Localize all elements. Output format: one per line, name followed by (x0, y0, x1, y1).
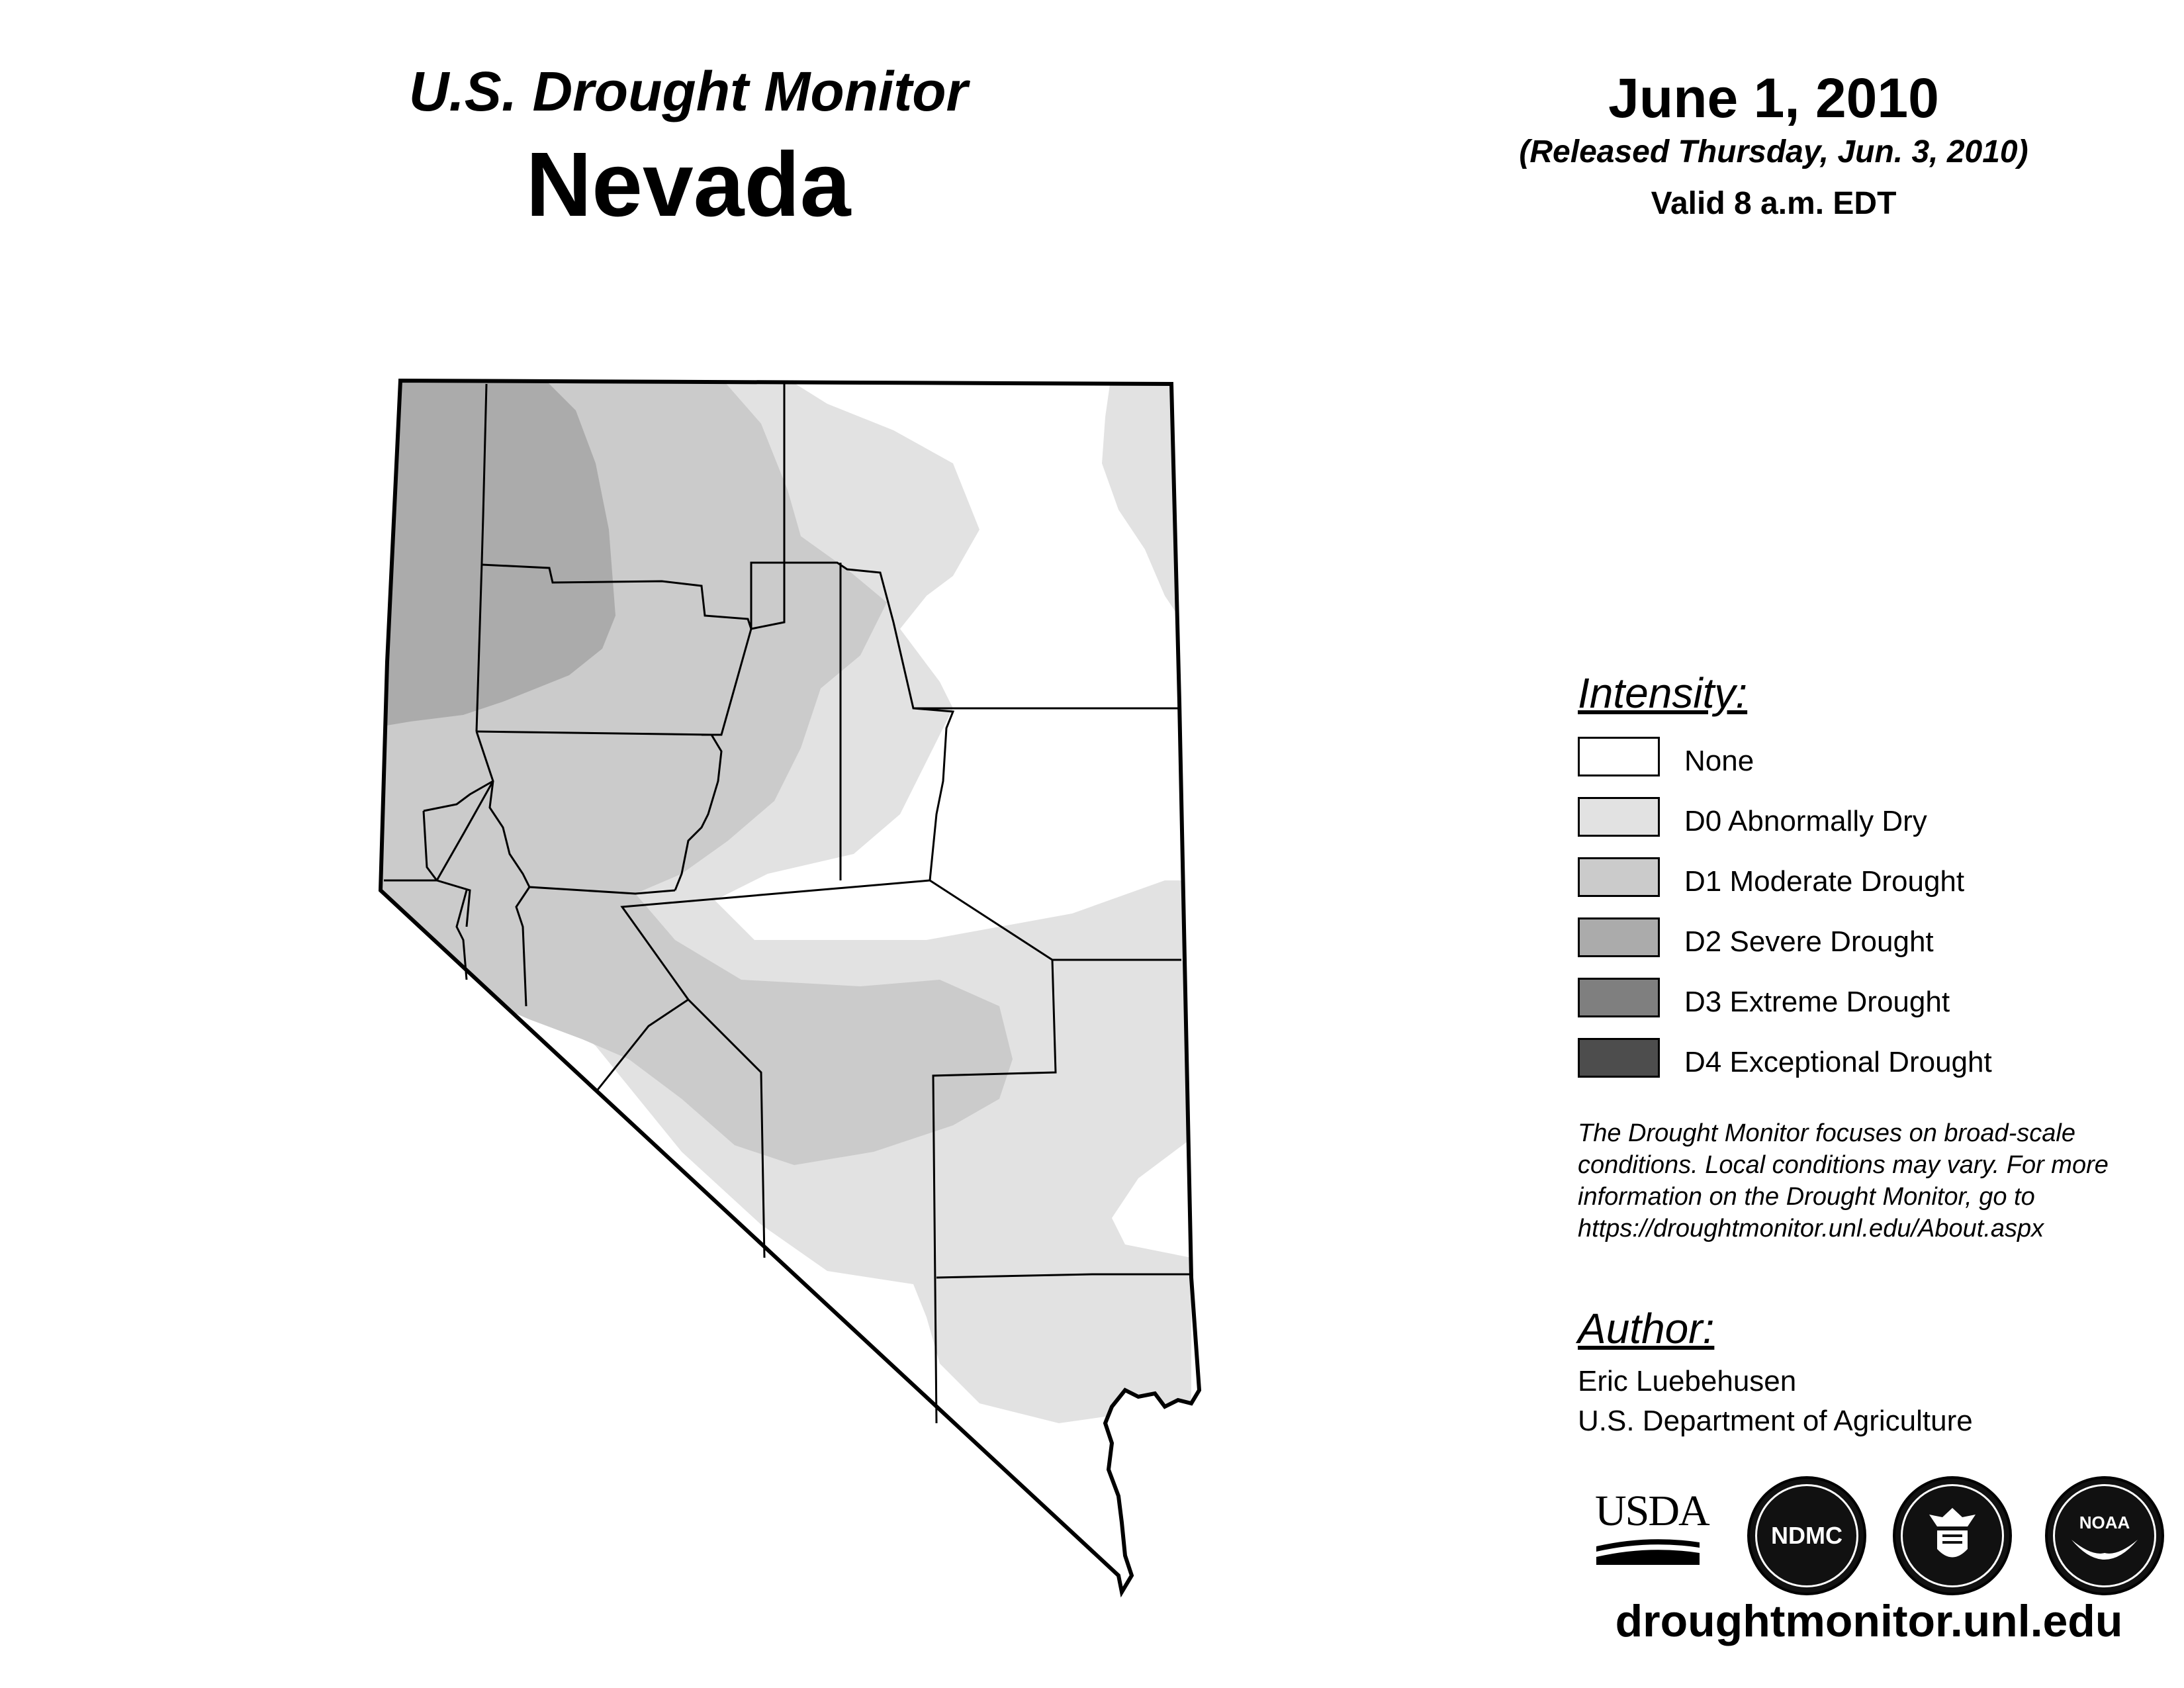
valid-time: Valid 8 a.m. EDT (1651, 186, 1897, 221)
usda-logo (1595, 1487, 1709, 1570)
legend-swatch-d2 (1578, 917, 1660, 957)
ndmc-logo-text: NDMC (1771, 1522, 1843, 1549)
legend-label-d1: D1 Moderate Drought (1684, 865, 1965, 898)
release-date: (Released Thursday, Jun. 3, 2010) (1519, 134, 2028, 169)
legend-swatch-d3 (1578, 978, 1660, 1017)
map-title: U.S. Drought Monitor (408, 60, 968, 122)
note-url[interactable]: https://droughtmonitor.unl.edu/About.aspx (1578, 1215, 2044, 1243)
legend-swatch-none (1578, 737, 1660, 776)
note-line: conditions. Local conditions may vary. For more (1578, 1151, 2109, 1179)
legend-swatch-d1 (1578, 857, 1660, 897)
noaa-seal-icon (2045, 1476, 2164, 1595)
noaa-logo-text: NOAA (2079, 1512, 2130, 1532)
legend-label-d2: D2 Severe Drought (1684, 925, 1934, 958)
state-name: Nevada (525, 134, 851, 236)
note-line: information on the Drought Monitor, go to (1578, 1183, 2035, 1211)
legend-label-d4: D4 Exceptional Drought (1684, 1046, 1992, 1078)
author-title: Author: (1578, 1305, 1715, 1352)
legend-label-d0: D0 Abnormally Dry (1684, 805, 1927, 837)
disclaimer-note (1578, 1117, 2173, 1244)
note-line: The Drought Monitor focuses on broad-scale (1578, 1119, 2075, 1147)
department-of-commerce-seal-icon (1893, 1476, 2012, 1595)
legend-swatch-d4 (1578, 1038, 1660, 1078)
map-date: June 1, 2010 (1608, 67, 1939, 129)
ndmc-logo (1747, 1476, 1866, 1595)
legend-label-d3: D3 Extreme Drought (1684, 986, 1950, 1018)
noaa-logo (2045, 1476, 2164, 1595)
commerce-logo (1893, 1476, 2012, 1595)
usda-logo-text: USDA (1595, 1487, 1709, 1535)
author-name: Eric Luebehusen (1578, 1365, 1797, 1397)
eagle-shield-icon (1923, 1503, 1982, 1569)
noaa-bird-icon (2068, 1533, 2141, 1573)
author-org: U.S. Department of Agriculture (1578, 1405, 1973, 1437)
website-link[interactable]: droughtmonitor.unl.edu (1615, 1596, 2123, 1646)
usda-hills-icon (1595, 1533, 1701, 1566)
legend-swatch-d0 (1578, 797, 1660, 837)
legend-title: Intensity: (1578, 669, 1748, 717)
ndmc-seal-icon (1747, 1476, 1866, 1595)
legend-label-none: None (1684, 745, 1754, 777)
